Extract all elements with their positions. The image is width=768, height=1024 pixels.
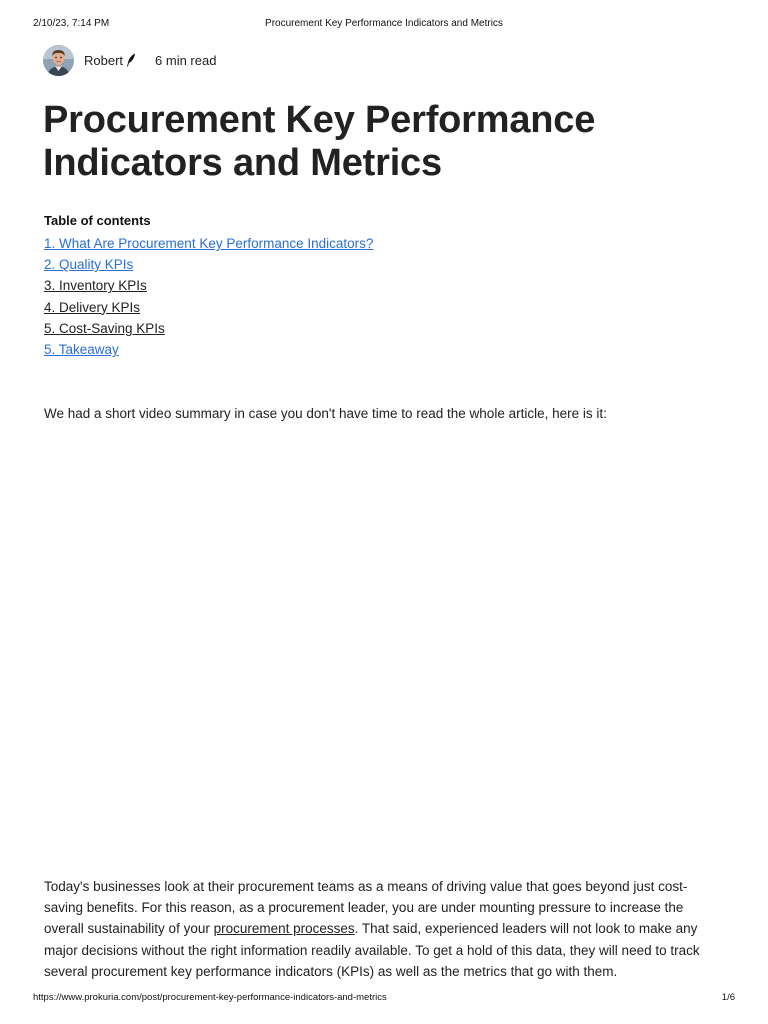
toc-item: [44, 318, 644, 339]
read-time: 6 min read: [155, 52, 217, 68]
toc-link-delivery-kpis[interactable]: 4. Delivery KPIs: [44, 299, 141, 315]
article-title: Procurement Key Performance Indicators and Metrics: [43, 99, 596, 184]
print-footer: [33, 992, 735, 1006]
toc-link-cost-saving-kpis[interactable]: 5. Cost-Saving KPIs: [44, 320, 165, 336]
page-number: 1/6: [721, 992, 735, 1003]
author-name[interactable]: Robert: [84, 52, 124, 68]
video-embed-placeholder[interactable]: [44, 432, 724, 862]
avatar[interactable]: [43, 45, 74, 76]
body-text-part2: . That said, experienced leaders will not look to make any major decisions without the right information readily available. To get a hold of this data, they will need to track several procurement key performance indicators (KPIs) as well as the metrics that go with them.: [44, 921, 700, 979]
toc-item: [44, 297, 644, 318]
toc-link-takeaway[interactable]: 5. Takeaway: [44, 342, 119, 358]
print-url: https://www.prokuria.com/post/procurement-key-performance-indicators-and-metrics: [33, 992, 387, 1003]
toc-heading: Table of contents: [44, 213, 151, 228]
toc-link-quality-kpis[interactable]: 2. Quality KPIs: [44, 257, 134, 273]
toc-item: [44, 275, 644, 296]
toc-item: [44, 254, 644, 275]
table-of-contents: [44, 212, 644, 360]
video-intro-text: We had a short video summary in case you don't have time to read the whole article, here is it:: [44, 406, 607, 421]
feather-pen-icon: [126, 53, 136, 67]
toc-item: [44, 339, 644, 360]
procurement-processes-link[interactable]: procurement processes: [213, 921, 355, 937]
print-doc-title: Procurement Key Performance Indicators and Metrics: [265, 18, 503, 29]
body-paragraph: [44, 876, 724, 982]
avatar-photo-icon: [43, 45, 74, 76]
body-text-part1: Today's businesses look at their procurement teams as a means of driving value that goes beyond just cost-saving benefits. For this reason, as a procurement leader, you are under mounting pressure to increase the overall sustainability of your: [44, 879, 688, 937]
author-byline: [43, 44, 216, 76]
toc-item: [44, 233, 644, 254]
toc-link-inventory-kpis[interactable]: 3. Inventory KPIs: [44, 278, 147, 294]
print-header: [33, 18, 735, 32]
toc-link-what-are-kpis[interactable]: 1. What Are Procurement Key Performance Indicators?: [44, 236, 374, 251]
toc-list: [44, 233, 644, 360]
print-datetime: 2/10/23, 7:14 PM: [33, 18, 110, 29]
